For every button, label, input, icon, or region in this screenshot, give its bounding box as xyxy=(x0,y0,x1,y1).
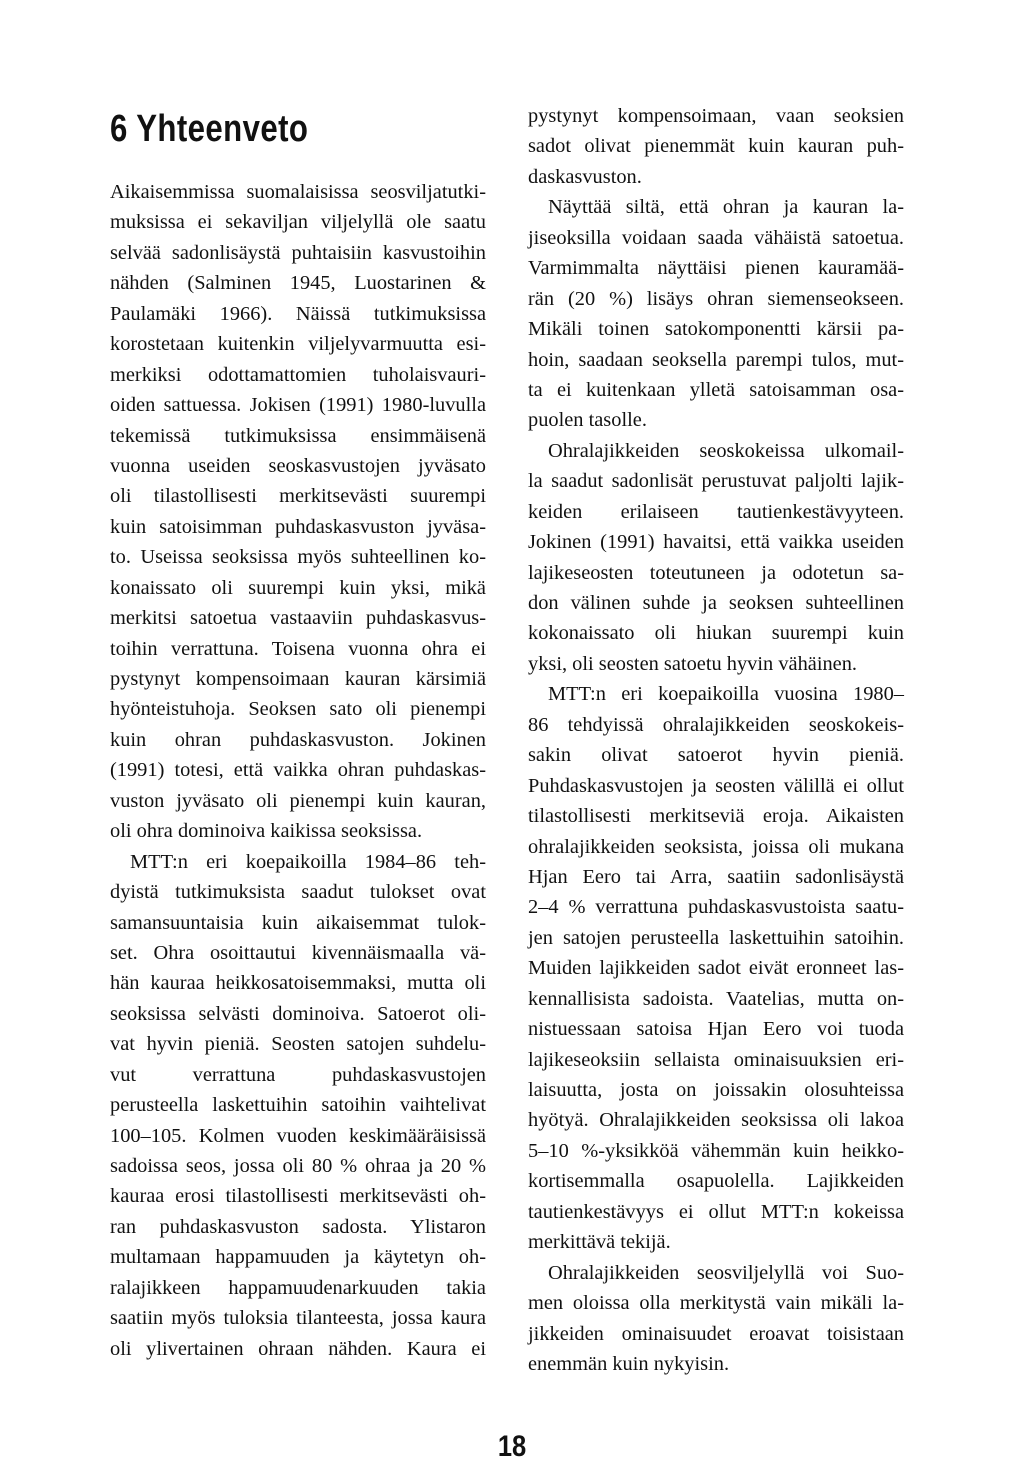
text-line: vat hyvin pieniä. Seosten satojen suhdelu- xyxy=(110,1033,486,1056)
text-line: vuonna useiden seoskasvustojen jyväsato xyxy=(110,454,486,477)
text-line: samansuuntaisia kuin aikaisemmat tulok- xyxy=(110,911,486,934)
text-line: set. Ohra osoittautui kivennäismaalla vä- xyxy=(110,941,486,964)
text-line: perusteella laskettuihin satoihin vaihtelivat xyxy=(110,1094,486,1117)
text-line: Hjan Eero tai Arra, saatiin sadonlisäystä xyxy=(528,865,904,888)
text-line: MTT:n eri koepaikoilla vuosina 1980– xyxy=(548,683,904,706)
text-line: daskasvuston. xyxy=(528,165,642,188)
text-line: muksissa ei sekaviljan viljelyllä ole saatu xyxy=(110,211,486,234)
text-line: 100–105. Kolmen vuoden keskimääräisissä xyxy=(110,1124,486,1147)
text-line: vut verrattuna puhdaskasvustojen xyxy=(110,1063,486,1086)
text-line: kauraa erosi tilastollisesti merkitsevästi oh- xyxy=(110,1185,486,1208)
text-line: men oloissa olla merkitystä vain mikäli la- xyxy=(528,1292,904,1315)
text-line: ta ei kuitenkaan ylletä satoisamman osa- xyxy=(528,378,904,401)
section-heading: 6 Yhteenveto xyxy=(110,108,309,150)
text-line: puolen tasolle. xyxy=(528,409,647,432)
text-line: lajikeseosten toteutuneen ja odotetun sa- xyxy=(528,561,904,584)
text-line: nähden (Salminen 1945, Luostarinen & xyxy=(110,272,486,295)
text-line: keiden erilaiseen tautienkestävyyteen. xyxy=(528,500,904,523)
text-line: Aikaisemmissa suomalaisissa seosviljatutki- xyxy=(110,181,486,203)
text-line: Jokinen (1991) havaitsi, että vaikka useiden xyxy=(528,531,904,554)
text-line: Muiden lajikkeiden sadot eivät eronneet las- xyxy=(528,957,904,980)
text-line: jen satojen perusteella laskettuihin satoihin. xyxy=(528,926,904,949)
text-line: merkitsi satoetua vastaaviin puhdaskasvus- xyxy=(110,607,486,630)
text-line: jikkeiden ominaisuudet eroavat toisistaan xyxy=(528,1322,904,1345)
text-line: Paulamäki 1966). Näissä tutkimuksissa xyxy=(110,302,486,325)
text-line: ohralajikkeiden seoksista, joissa oli mukana xyxy=(528,835,904,858)
text-line: vuston jyväsato oli pienempi kuin kauran, xyxy=(110,789,486,812)
text-line: laisuutta, josta on joissakin olosuhteissa xyxy=(528,1079,904,1101)
page-number: 18 xyxy=(497,1430,527,1463)
text-line: kuin satoisimman puhdaskasvuston jyväsa- xyxy=(110,515,486,538)
text-line: MTT:n eri koepaikoilla 1984–86 teh- xyxy=(130,850,486,873)
text-line: hän kauraa heikkosatoisemmaksi, mutta oli xyxy=(110,972,486,995)
text-line: oli ylivertainen ohraan nähden. Kaura ei xyxy=(110,1337,486,1360)
text-line: yksi, oli seosten satoetu hyvin vähäinen. xyxy=(528,652,858,675)
text-line: ralajikkeen happamuudenarkuuden takia xyxy=(110,1276,486,1299)
text-line: konaissato oli suurempi kuin yksi, mikä xyxy=(110,576,486,599)
text-line: tautienkestävyys ei ollut MTT:n kokeissa xyxy=(528,1200,904,1223)
text-line: Ohralajikkeiden seosviljelyllä voi Suo- xyxy=(548,1261,904,1284)
text-line: merkiksi odottamattomien tuholaisvauri- xyxy=(110,363,486,386)
text-line: 86 tehdyissä ohralajikkeiden seoskokeis- xyxy=(528,713,904,736)
text-line: pystynyt kompensoimaan, vaan seoksien xyxy=(528,105,904,127)
text-line: merkittävä tekijä. xyxy=(528,1231,671,1254)
text-line: Mikäli toinen satokomponentti kärsii pa- xyxy=(528,318,904,341)
text-line: kokonaissato oli hiukan suurempi kuin xyxy=(528,622,904,645)
text-line: (1991) totesi, että vaikka ohran puhdaskas- xyxy=(110,759,486,782)
text-line: enemmän kuin nykyisin. xyxy=(528,1352,730,1375)
text-line: pystynyt kompensoimaan kauran kärsimiä xyxy=(110,668,486,690)
text-line: ran puhdaskasvuston sadosta. Ylistaron xyxy=(110,1215,486,1238)
text-line: Ohralajikkeiden seoskokeissa ulkomail- xyxy=(548,439,904,462)
text-line: saatiin myös tuloksia tilanteesta, jossa kaura xyxy=(110,1307,486,1330)
text-line: Näyttää siltä, että ohran ja kauran la- xyxy=(548,196,904,219)
text-line: dyistä tutkimuksista saadut tulokset ovat xyxy=(110,881,486,904)
text-line: sadot olivat pienemmät kuin kauran puh- xyxy=(528,135,904,158)
text-line: oiden sattuessa. Jokisen (1991) 1980-luvulla xyxy=(110,394,486,417)
text-line: sakin olivat satoerot hyvin pieniä. xyxy=(528,744,904,767)
text-line: don välinen suhde ja seoksen suhteellinen xyxy=(528,592,904,614)
text-line: toihin verrattuna. Toisena vuonna ohra ei xyxy=(110,637,486,660)
text-line: selvää sadonlisäystä puhtaisiin kasvustoihin xyxy=(110,241,486,264)
text-line: lajikeseoksiin sellaista ominaisuuksien eri- xyxy=(528,1048,904,1071)
text-line: hyönteistuhoja. Seoksen sato oli pienempi xyxy=(110,698,486,721)
text-line: kuin ohran puhdaskasvuston. Jokinen xyxy=(110,728,486,751)
text-line: Varmimmalta näyttäisi pienen kauramää- xyxy=(528,257,904,280)
text-line: kennallisista sadoista. Vaatelias, mutta on- xyxy=(528,987,904,1010)
right-column xyxy=(528,101,904,1379)
text-line: tekemissä tutkimuksissa ensimmäisenä xyxy=(110,424,486,447)
text-line: jiseoksilla voidaan saada vähäistä satoetua. xyxy=(528,226,904,249)
text-line: 5–10 %-yksikköä vähemmän kuin heikko- xyxy=(528,1139,904,1162)
left-column xyxy=(110,177,486,1364)
text-line: nistuessaan satoisa Hjan Eero voi tuoda xyxy=(528,1018,904,1041)
text-line: oli ohra dominoiva kaikissa seoksissa. xyxy=(110,820,423,843)
text-line: multamaan happamuuden ja käytetyn oh- xyxy=(110,1246,486,1269)
text-line: la saadut sadonlisät perustuvat paljolti lajik- xyxy=(528,470,904,493)
text-line: kortisemmalla osapuolella. Lajikkeiden xyxy=(528,1170,904,1193)
text-line: korostetaan kuitenkin viljelyvarmuutta esi- xyxy=(110,333,486,356)
text-line: hyötyä. Ohralajikkeiden seoksissa oli lakoa xyxy=(528,1109,904,1132)
text-line: Puhdaskasvustojen ja seosten välillä ei ollut xyxy=(528,774,904,797)
text-line: 2–4 % verrattuna puhdaskasvustoista saatu- xyxy=(528,896,904,919)
text-line: to. Useissa seoksissa myös suhteellinen ko- xyxy=(110,546,486,569)
text-line: hoin, saadaan seoksella parempi tulos, mut- xyxy=(528,348,904,371)
text-line: oli tilastollisesti merkitsevästi suurempi xyxy=(110,485,486,508)
text-line: sadoissa seos, jossa oli 80 % ohraa ja 20 % xyxy=(110,1155,486,1177)
text-line: seoksissa selvästi dominoiva. Satoerot oli- xyxy=(110,1002,486,1025)
text-line: tilastollisesti merkitseviä eroja. Aikaisten xyxy=(528,805,904,828)
text-line: rän (20 %) lisäys ohran siemenseokseen. xyxy=(528,287,904,310)
